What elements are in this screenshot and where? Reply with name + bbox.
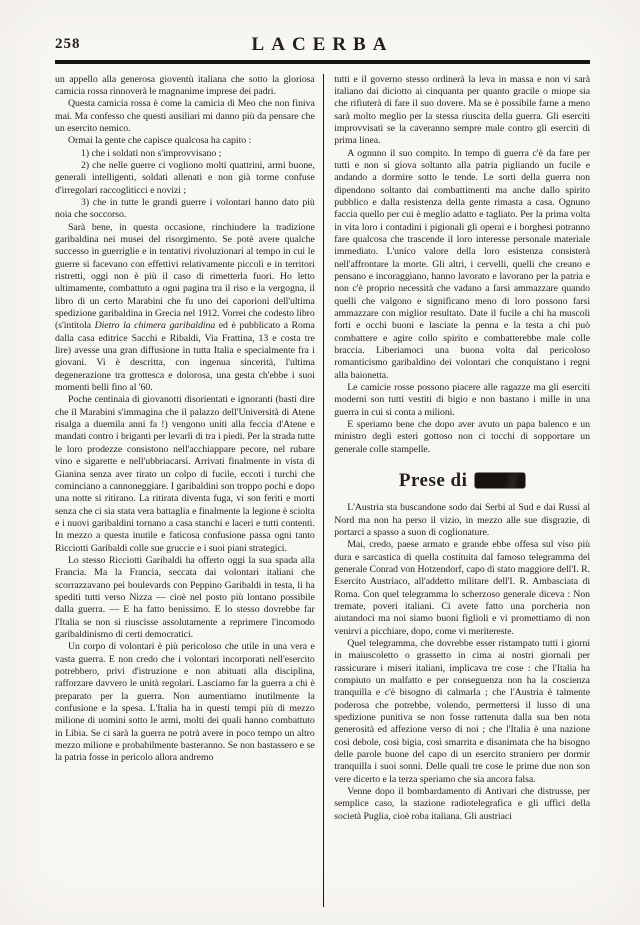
text-segment: E speriamo bene che dopo aver avuto un papa balenco e un ministro degli esteri gottoso non ci tocchi di sopportare un generale colle stampelle. [334,419,590,455]
censored-word-redaction [475,473,525,488]
text-segment: L'Austria sta buscandone sodo dai Serbi al Sud e dai Russi al Nord ma non ha perso il vizio, in mezzo alle sue disgrazie, di portarci a spasso a suon di coglionature. [334,502,590,538]
paragraph [55,641,315,764]
text-segment: 2) che nelle guerre ci vogliono molti quattrini, armi buone, generali intelligenti, soldati allenati e non già torme confuse d'irregolari raccogliticci e novizi ; [55,159,315,196]
list-item [55,160,315,197]
text-segment: Quel telegramma, che dovrebbe esser ristampato tutti i giorni in maiuscoletto o grassetto in cima ai nostri giornali per rassicurare i miseri italiani, implicava tre cose : che l'Italia ha compiuto un malfatto e per conseguenza non ha la coscienza tranquilla e c'è bisogno di calmarla ; che l'Austria è talmente poderosa che potrebbe, volendo, permettersi il lusso di una spedizione punitiva se non fosse rattenuta dalla sua ben nota generosità ed affezione verso di noi ; che l'Italia è una nazione così debole, così bigia, così smarrita e disanimata che ha bisogno delle parole buone del capo di un esercito straniero per dormir tranquilla i suoi sonni. Delle quali tre cose le prime due non son vere dicerto e la terza speriamo che sia ancora falsa. [334,637,590,785]
paragraph [55,74,315,99]
text-segment: Questa camicia rossa è come la camicia di Meo che non finiva mai. Ma confesso che questi ausiliari mi danno più da pensare che un esercito nemico. [55,98,315,134]
text-segment: Venne dopo il bombardamento di Antivari che distrusse, per semplice caso, la stazione radiotelegrafica e gli uffici della società Puglia, cioè roba italiana. Gli austriaci [334,786,590,822]
text-segment: Le camicie rosse possono piacere alle ragazze ma gli eserciti moderni son tutti vestiti di bigio e non bastano i mille in una guerra in cui si conta a milioni. [334,382,590,418]
text-segment: Mai, credo, paese armato e grande ebbe offesa sul viso più dura e sarcastica di quella costituita dal famoso telegramma del generale Conrad von Hotzendorf, capo di stato maggiore dell'I. R. Esercito Austriaco, all'addetto militare dell'I. R. Ambasciata di Roma. Con quel telegramma lo scherzoso generale diceva : Non tremate, poveri italiani. Ci avete fatto una porcheria non aiutandoci ma noi siamo buoni figlioli e vi promettiamo di non venirvi a picchiare, dopo, come vi meritereste. [334,539,590,637]
text-segment: 3) che in tutte le grandi guerre i volontari hanno dato più noia che soccorso. [55,196,315,221]
paragraph [334,539,590,638]
paragraph [55,222,315,395]
text-segment: Poche centinaia di giovanotti disorientati e ignoranti (basti dire che il Marabini s'immagina che il palazzo dell'Università di Atene risalga a duemila anni fa !) vengono uniti alla feccia d'Atene e mandati contro i briganti per levarli di tra i piedi. Per la strada tutte le loro prodezze consistono nell'acchiappare pecore, nel rubare vino e sigarette e nell'ubbriacarsi. Arrivati finalmente in vista di Gianina senza aver tirato un colpo di fucile, eccoti i turchi che cominciano a cannoneggiare. I garibaldini son troppo pochi e dopo una notte si ritirano. La ritirata diventa fuga, vi son feriti e morti senza che ci sia stata vera battaglia e finalmente la legione è sciolta e i nuovi garibaldini tornano a casa stanchi e laceri e tutti contenti. In mezzo a questa inutile e faticosa confusione passa ogni tanto Ricciotti Garibaldi colle sue gruccie e i suoi piani strategici. [55,394,315,554]
page-number: 258 [55,36,81,52]
paragraph [55,394,315,554]
paragraph [55,555,315,641]
text-segment: Sarà bene, in questa occasione, rinchiudere la tradizione garibaldina nei musei del risorgimento. Se potè avere qualche successo in guerriglie e in tentativi rivoluzionari al tempo in cui le guerre si facevano con effettivi relativamente piccoli e in territori ristretti, oggi non è più il caso di rimetterla fuori. Ho letto ultimamente, combattuto a ogni pagina tra il riso e la vergogna, il libro di un certo Marabini che fu uno dei caporioni dell'ultima spedizione garibaldina in Grecia nel 1912. Vorrei che codesto libro (s'intitola [55,221,315,332]
text-columns [55,74,590,907]
section-heading-text: Prese di [398,470,468,492]
paragraph [334,148,590,383]
paragraph [55,98,315,135]
text-segment: Ormai la gente che capisce qualcosa ha capito : [68,135,252,147]
paragraph [334,74,590,148]
section-heading [334,470,590,492]
paragraph [55,135,315,147]
list-item [55,197,315,222]
paragraph [334,502,590,539]
book-title-italic: Dietro la chimera garibaldina [94,320,216,332]
page-header [55,34,590,56]
column-divider [323,74,325,907]
text-segment: tutti e il governo stesso ordinerà la leva in massa e non vi sarà italiano dai diciotto ai cinquanta per quanto gracile o miope sia che rifiuterà di fare il suo dovere. Ma se è possibile farne a meno sarà molto meglio per la stessa riuscita della guerra. Gli eserciti improvvisati se la caveranno sempre male contro gli eserciti di prima linea. [334,73,590,147]
paragraph [334,786,590,823]
text-segment: A ognuno il suo compito. In tempo di guerra c'è da fare per tutti e non si giova soltanto alla patria pigliando un fucile e andando a dormire sotto le tende. Le sorti della guerra non dipendono soltanto dai combattimenti ma anche dallo spirito pubblico e dalla resistenza della gente rimasta a casa. Ognuno faccia quello per cui è meglio adatto e tagliato. Per la prima volta in vita loro i contadini i pigionali gli operai e i borghesi potranno fare qualcosa che trascende il loro interesse personale materiale immediato. L'unico valore della loro esistenza consisterà nell'affrontare la morte. Gli altri, i cervelli, quelli che creano e pensano e incoraggiano, hanno lavorato e lavorano per la patria e non c'è proprio necessità che vadano a farsi ammazzare quando quelli che valgono e significano meno di loro possono farsi ammazzare con miglior resultato. Date il fucile a chi ha muscoli forti e occhi buoni e lasciate la penna e la testa a chi può combattere e agire collo spirito e combatterebbe male colle braccia. Liberiamoci una buona volta dal pericoloso romanticismo garibaldino dei volontari che conquistano i regni alla baionetta. [334,147,590,381]
text-segment: ed è pubblicato a Roma dalla casa editrice Sacchi e Ribaldi, Via Frattina, 13 e costa tre lire) avesse una gran diffusione in tutta Italia e specialmente fra i giovani. Vi è descritta, con ingenua sincerità, l'ultima degenerazione tra grottesca e dolorosa, una gesta ch'ebbe i suoi momenti belli fino al '60. [55,320,315,394]
text-segment: 1) che i soldati non s'improvvisano ; [81,147,222,159]
masthead-title: LACERBA [251,34,394,55]
paragraph [334,419,590,456]
list-item [55,148,315,160]
text-segment: Un corpo di volontari è più pericoloso che utile in una vera e vasta guerra. E non credo che i volontari incorporati nell'esercito potrebbero, privi d'istruzione e non abituati alla disciplina, rafforzare davvero le unità regolari. Lasciamo far la guerra a chi è preparato per la guerra. Non aumentiamo inutilmente la confusione e la spesa. L'Italia ha in questi tempi più di mezzo milione di uomini sotto le armi, molti dei quali hanno combattuto in Libia. Se ci sarà la guerra ne potrà avere in poco tempo un altro mezzo milione e probabilmente basteranno. Se non bastassero e se la patria fosse in pericolo allora andremo [55,641,315,764]
right-column [334,74,590,824]
text-segment: Lo stesso Ricciotti Garibaldi ha offerto oggi la sua spada alla Francia. Ma la Francia, seccata dai volontari italiani che scorrazzavano pei boulevards con Peppino Garibaldi in testa, li ha spediti tutti verso Nizza — cioè nel posto più lontano possibile dalla guerra. — E ha fatto benissimo. E lo stesso dovrebbe far l'Italia se non si riuscisse assolutamente a reprimere l'incomodo garibaldinismo di certi democratici. [55,554,315,640]
left-column [55,74,315,765]
header-rule [55,60,590,64]
paragraph [334,638,590,786]
paragraph [334,382,590,419]
text-segment: un appello alla generosa gioventù italiana che sotto la gloriosa camicia rossa rinnoverà le magnanime imprese dei padri. [55,73,315,97]
